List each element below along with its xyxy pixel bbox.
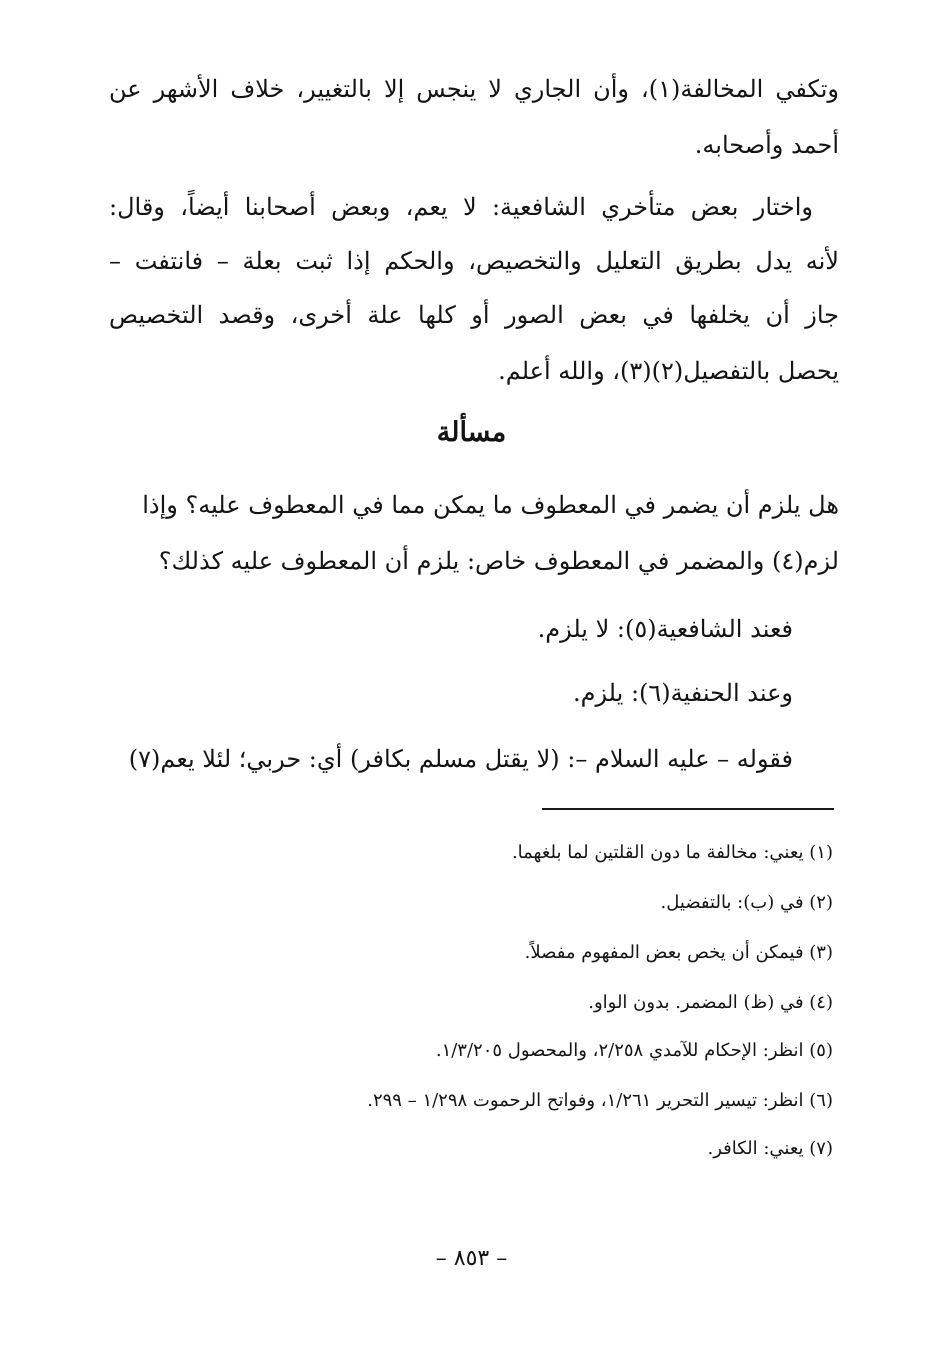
section-heading: مسألة	[436, 417, 507, 448]
paragraph-2-line-1: واختار بعض متأخري الشافعية: لا يعم، وبعض أصحابنا أيضاً، وقال:	[109, 193, 813, 221]
page-number: – ٨٥٣ –	[435, 1246, 508, 1271]
paragraph-4: فعند الشافعية(٥): لا يلزم.	[537, 615, 793, 643]
footnote-separator	[542, 808, 834, 810]
footnote-5: (٥) انظر: الإحكام للآمدي ٢/٢٥٨، والمحصول ١/٣/٢٠٥.	[435, 1040, 833, 1061]
footnote-7: (٧) يعني: الكافر.	[707, 1138, 833, 1159]
footnote-1: (١) يعني: مخالفة ما دون القلتين لما بلغهما.	[511, 842, 833, 863]
paragraph-6: فقوله – عليه السلام –: (لا يقتل مسلم بكافر) أي: حربي؛ لئلا يعم(٧)	[128, 745, 793, 773]
footnote-4: (٤) في (ظ) المضمر. بدون الواو.	[588, 992, 833, 1013]
paragraph-3-line-2: لزم(٤) والمضمر في المعطوف خاص: يلزم أن المعطوف عليه كذلك؟	[158, 547, 839, 575]
paragraph-2-line-2: لأنه يدل بطريق التعليل والتخصيص، والحكم إذا ثبت بعلة – فانتفت –	[109, 247, 839, 275]
paragraph-1-line-2: أحمد وأصحابه.	[694, 131, 839, 159]
paragraph-1-line-1: وتكفي المخالفة(١)، وأن الجاري لا ينجس إلا بالتغيير، خلاف الأشهر عن	[109, 75, 840, 103]
footnote-6: (٦) انظر: تيسير التحرير ١/٢٦١، وفواتح الرحموت ١/٢٩٨ – ٢٩٩.	[367, 1090, 833, 1111]
paragraph-2-line-3: جاز أن يخلفها في بعض الصور أو كلها علة أخرى، وقصد التخصيص	[109, 301, 839, 329]
paragraph-2-line-4: يحصل بالتفصيل(٢)(٣)، والله أعلم.	[498, 357, 839, 385]
footnote-3: (٣) فيمكن أن يخص بعض المفهوم مفصلاً.	[524, 942, 833, 963]
paragraph-5: وعند الحنفية(٦): يلزم.	[572, 679, 793, 707]
paragraph-3-line-1: هل يلزم أن يضمر في المعطوف ما يمكن مما في المعطوف عليه؟ وإذا	[142, 491, 839, 519]
footnote-2: (٢) في (ب): بالتفضيل.	[660, 892, 833, 913]
